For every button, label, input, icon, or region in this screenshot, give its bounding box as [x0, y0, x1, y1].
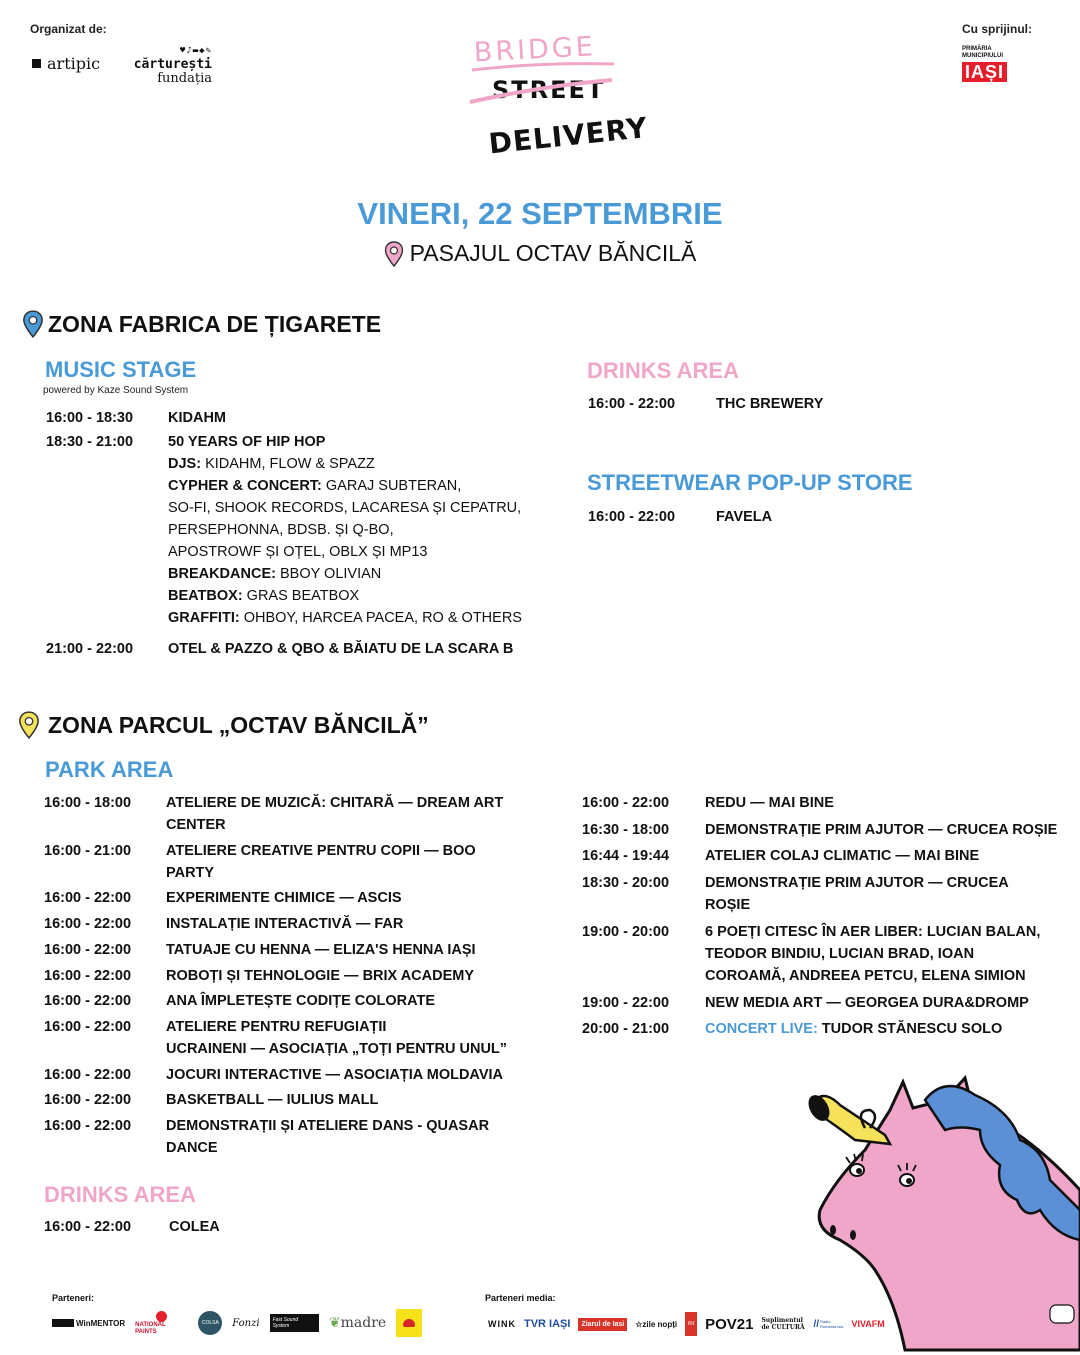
drinks-area-title: DRINKS AREA: [587, 358, 739, 383]
row-event: THC BREWERY: [716, 396, 824, 412]
row-time: 16:00 - 22:00: [44, 941, 132, 958]
row-time: 20:00 - 21:00: [582, 1021, 670, 1038]
row-event-line: [166, 792, 503, 814]
row-event-text: EXPERIMENTE CHIMICE — ASCIS: [166, 890, 402, 907]
partner-logo-fast-sound: Fast Sound System: [270, 1314, 319, 1332]
row-event-text: ATELIERE CREATIVE PENTRU COPII — BOO: [166, 842, 476, 859]
artipic-text: artipic: [47, 54, 101, 73]
row-event-text: ANA ÎMPLETEȘTE CODIȚE COLORATE: [166, 993, 436, 1010]
row-event-text: BASKETBALL — IULIUS MALL: [166, 1092, 379, 1109]
row-time: 21:00 - 22:00: [46, 641, 134, 657]
row-time: 16:00 - 22:00: [44, 1219, 132, 1235]
detail-label: BEATBOX:: [168, 588, 243, 604]
detail-value: OHBOY, HARCEA PACEA, RO & OTHERS: [239, 610, 522, 626]
zone-title: ZONA PARCUL „OCTAV BĂNCILĂ”: [48, 711, 429, 738]
detail-value: APOSTROWF ȘI OȚEL, OBLX ȘI MP13: [168, 544, 428, 560]
zone-fabrica-heading: [22, 310, 381, 338]
park-area-title: PARK AREA: [45, 757, 174, 782]
row-event-line: [166, 862, 476, 884]
artipic-logo: [32, 54, 100, 73]
carturesti-icons: ♥♪▬◆✎: [179, 46, 212, 56]
primaria-line2: MUNICIPIULUI: [962, 53, 1003, 59]
drinks-area-title: DRINKS AREA: [44, 1182, 196, 1207]
detail-value: GRAS BEATBOX: [242, 588, 360, 604]
detail-line: [168, 541, 522, 563]
map-pin-icon: [18, 711, 40, 739]
row-event: [705, 819, 1057, 841]
music-stage-title: MUSIC STAGE: [45, 357, 197, 382]
row-event-line: [705, 819, 1057, 841]
row-time: 16:00 - 22:00: [44, 1018, 132, 1035]
music-stage-powered: powered by Kaze Sound System: [43, 385, 189, 396]
row-time: 16:00 - 22:00: [44, 1118, 132, 1134]
partner-logo-yellow: [396, 1309, 422, 1337]
media-partners-label: Parteneri media:: [485, 1293, 556, 1303]
row-time: 16:00 - 18:00: [44, 795, 132, 811]
row-event-line: [705, 965, 1040, 987]
unicorn-illustration: [795, 1070, 1080, 1350]
concert-live-highlight: CONCERT LIVE:: [705, 1021, 818, 1038]
detail-label: CYPHER & CONCERT:: [168, 478, 322, 494]
media-logo-mr: mr: [685, 1312, 697, 1336]
row-time: 16:00 - 22:00: [588, 509, 676, 525]
row-event-line: [166, 990, 435, 1012]
detail-value: BBOY OLIVIAN: [275, 566, 382, 582]
row-event: [166, 1089, 378, 1111]
artipic-square-icon: [32, 59, 41, 68]
row-event-title: 50 YEARS OF HIP HOP: [168, 434, 326, 450]
detail-value: KIDAHM, FLOW & SPAZZ: [201, 456, 375, 472]
support-label: Cu sprijinul:: [962, 22, 1032, 36]
row-event-line: [705, 894, 1009, 916]
detail-line: [168, 453, 522, 475]
row-event-text: 6 POEȚI CITESC ÎN AER LIBER: LUCIAN BALAN,: [705, 923, 1041, 940]
row-event-text: DEMONSTRAȚIE PRIM AJUTOR — CRUCEA: [705, 875, 1009, 892]
row-event-line: [705, 872, 1009, 894]
row-event: OTEL & PAZZO & QBO & BĂIATU DE LA SCARA B: [168, 641, 514, 657]
row-time: 16:00 - 22:00: [44, 1092, 132, 1109]
row-time: 16:44 - 19:44: [582, 848, 670, 865]
row-event-line: [166, 1089, 378, 1111]
partners-label: Parteneri:: [52, 1293, 95, 1303]
bridge-street-delivery-logo: [462, 28, 650, 161]
row-time: 16:00 - 21:00: [44, 842, 132, 859]
row-time: 16:00 - 22:00: [44, 916, 132, 933]
row-time: 16:00 - 18:30: [46, 410, 134, 426]
row-event-line: [166, 1064, 503, 1086]
partners-logos: [52, 1308, 422, 1338]
primaria-iasi: IAȘI: [962, 62, 1007, 82]
organized-label: Organizat de:: [30, 22, 107, 36]
media-logo-tvr: TVR IAȘI: [524, 1318, 571, 1330]
row-event-line: [166, 887, 402, 909]
row-event-text: INSTALAȚIE INTERACTIVĂ — FAR: [166, 916, 404, 933]
row-event-text: DEMONSTRAȚIE PRIM AJUTOR — CRUCEA ROȘIE: [705, 821, 1058, 838]
row-time: 18:30 - 21:00: [46, 434, 134, 450]
row-event-text: ATELIER COLAJ CLIMATIC — MAI BINE: [705, 848, 980, 865]
detail-line: [168, 585, 522, 607]
row-event: [166, 990, 435, 1012]
row-event: [166, 1115, 489, 1159]
event-date: VINERI, 22 SEPTEMBRIE: [357, 196, 723, 231]
row-event-line: [705, 845, 979, 867]
detail-line: [168, 497, 522, 519]
detail-line: [168, 607, 522, 629]
row-event-text: TATUAJE CU HENNA — ELIZA'S HENNA IAȘI: [166, 941, 476, 958]
row-event: [166, 1016, 507, 1060]
row-event: [168, 431, 522, 629]
map-pin-icon: [384, 241, 404, 267]
row-event: [705, 992, 1029, 1014]
row-time: 16:00 - 22:00: [44, 1066, 132, 1083]
row-time: 16:00 - 22:00: [588, 396, 676, 412]
row-event-text: COROAMĂ, ANDREEA PETCU, ELENA SIMION: [705, 967, 1026, 984]
row-time: 16:00 - 22:00: [44, 993, 132, 1010]
row-event-line: [166, 1115, 489, 1137]
row-event: [705, 1018, 1002, 1040]
row-event-text: UCRAINENI — ASOCIAȚIA „TOȚI PENTRU UNUL”: [166, 1040, 508, 1057]
zone-parcul-heading: [18, 711, 429, 739]
row-event-line: [705, 992, 1029, 1014]
carturesti-logo: [122, 44, 212, 86]
row-event: [166, 965, 474, 987]
row-event-line: [166, 1016, 507, 1038]
row-time: 16:00 - 22:00: [582, 795, 670, 811]
row-event-text: ATELIERE PENTRU REFUGIAȚII: [166, 1018, 387, 1035]
partner-logo-colsa: COLSA: [198, 1311, 222, 1335]
detail-line: [168, 475, 522, 497]
row-event-text: JOCURI INTERACTIVE — ASOCIAȚIA MOLDAVIA: [166, 1066, 503, 1083]
fundatia-text: fundația: [157, 71, 212, 86]
row-event-text: ATELIERE DE MUZICĂ: CHITARĂ — DREAM ART: [166, 795, 504, 811]
row-event-line: [166, 965, 474, 987]
partner-logo-national: NATIONAL PAINTS: [135, 1311, 188, 1336]
media-logo-ziarul: Ziarul de Iasi: [578, 1318, 627, 1331]
row-event: COLEA: [169, 1219, 220, 1235]
row-event: [705, 845, 979, 867]
row-event: [166, 840, 476, 884]
carturesti-text: cărturești: [133, 57, 212, 72]
detail-label: BREAKDANCE:: [168, 566, 276, 582]
row-event-text: DANCE: [166, 1140, 218, 1156]
detail-label: GRAFFITI:: [168, 610, 240, 626]
row-event-text: NEW MEDIA ART — GEORGEA DURA&DROMP: [705, 994, 1029, 1011]
schedule-row: [46, 431, 556, 631]
location-text: PASAJUL OCTAV BĂNCILĂ: [409, 240, 697, 266]
detail-value: PERSEPHONNA, BDSB. ȘI Q-BO,: [168, 522, 394, 538]
zone-title: ZONA FABRICA DE ȚIGARETE: [48, 310, 382, 337]
row-event-text: TEODOR BINDIU, LUCIAN BRAD, IOAN: [705, 945, 975, 962]
row-time: 18:30 - 20:00: [582, 875, 670, 892]
detail-label: DJS:: [168, 456, 202, 472]
row-event-line: [705, 792, 834, 814]
row-event: KIDAHM: [168, 410, 226, 426]
partner-logo-fonzi: Fonzi: [232, 1317, 260, 1329]
map-pin-icon: [22, 310, 44, 338]
row-event-line: [705, 921, 1040, 943]
streetwear-store-title: STREETWEAR POP-UP STORE: [587, 470, 913, 495]
logo-bridge: BRIDGE: [473, 31, 597, 69]
primaria-iasi-logo: [962, 46, 1007, 82]
detail-line: [168, 519, 522, 541]
detail-value: SO-FI, SHOOK RECORDS, LACARESA ȘI CEPATRU,: [168, 500, 522, 516]
logo-delivery: DELIVERY: [487, 111, 650, 161]
row-event: [705, 921, 1040, 987]
row-time: 16:30 - 18:00: [582, 821, 670, 838]
logo-street: STREET: [492, 76, 606, 104]
detail-value: GARAJ SUBTERAN,: [321, 478, 462, 494]
event-location: [0, 240, 1080, 267]
row-event-text: ROBOȚI ȘI TEHNOLOGIE — BRIX ACADEMY: [166, 967, 475, 984]
row-event: [166, 792, 503, 836]
row-event: [705, 792, 834, 814]
partner-logo-madre: ❦madre: [328, 1315, 387, 1331]
row-event-text: CENTER: [166, 817, 226, 833]
row-event: FAVELA: [716, 509, 773, 525]
row-event-line: [166, 1038, 507, 1060]
primaria-line1: PRIMĂRIA: [962, 46, 992, 52]
row-event-text: REDU — MAI BINE: [705, 795, 834, 811]
row-event-line: [166, 840, 476, 862]
row-event: [166, 1064, 503, 1086]
row-event-text: TUDOR STĂNESCU SOLO: [817, 1021, 1003, 1038]
row-event: [166, 887, 402, 909]
row-event-line: [166, 939, 476, 961]
row-event-text: PARTY: [166, 864, 215, 881]
row-event-text: ROȘIE: [705, 897, 751, 914]
row-time: 16:00 - 22:00: [44, 967, 132, 984]
media-logo-suplimentul: Suplimentul de CULTURĂ: [761, 1317, 805, 1331]
row-event: [166, 939, 476, 961]
row-event-line: [705, 1018, 1002, 1040]
row-event: [705, 872, 1009, 916]
row-time: 19:00 - 20:00: [582, 923, 670, 940]
row-time: 16:00 - 22:00: [44, 890, 132, 907]
row-event-line: [705, 943, 1040, 965]
partner-logo-winmentor: WinMENTOR: [52, 1319, 125, 1328]
row-event-line: [166, 1137, 489, 1159]
media-logo-wink: WINK: [488, 1319, 516, 1329]
media-logo-zile-nopti: ☆zile nopți: [635, 1319, 678, 1329]
row-event-line: [166, 814, 503, 836]
media-logo-pov21: POV21: [705, 1315, 754, 1333]
media-partners-logos: [488, 1310, 888, 1338]
detail-line: [168, 563, 522, 585]
row-event-line: [166, 913, 403, 935]
row-event-text: DEMONSTRAȚII ȘI ATELIERE DANS - QUASAR: [166, 1118, 490, 1134]
row-event: [166, 913, 403, 935]
media-logo-vivafm: VIVAFM: [851, 1319, 885, 1329]
row-time: 19:00 - 22:00: [582, 994, 670, 1011]
media-logo-radio-iasi: // Radio România Iași: [813, 1318, 844, 1330]
